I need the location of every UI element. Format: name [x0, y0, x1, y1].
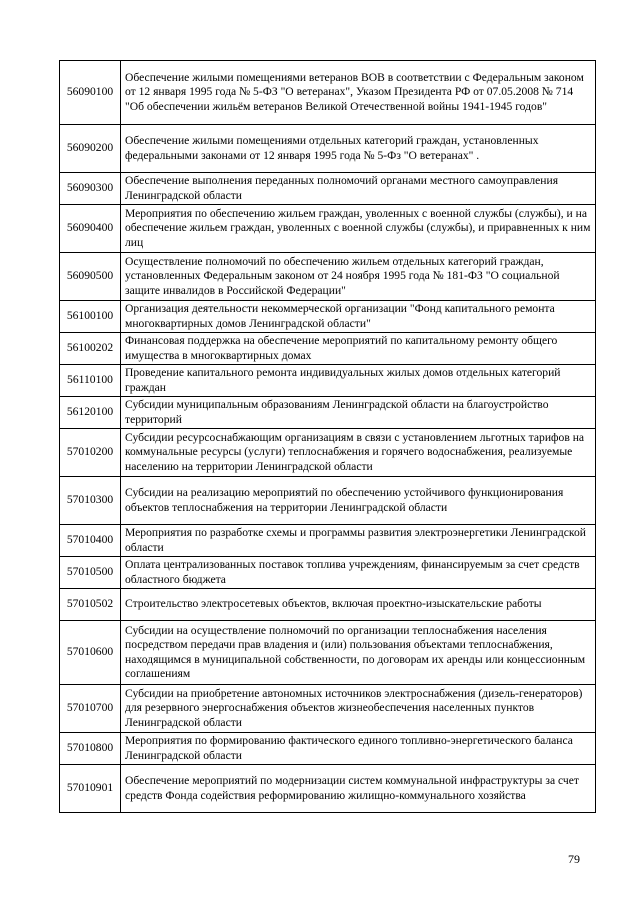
description-cell: Мероприятия по обеспечению жильем граждан, уволенных с военной службы (службы), и на обеспечение жильем граждан, уволенных с военной службы (службы), и приравненных к ним лиц	[121, 205, 596, 253]
budget-code-cell: 56090400	[60, 205, 121, 253]
table-row	[60, 525, 596, 557]
description-cell: Субсидии на осуществление полномочий по организации теплоснабжения населения посредством передачи прав владения и (или) пользования объектами теплоснабжения, находящимся в муниципальной собственности, по договорам их аренды или концессионным соглашениям	[121, 621, 596, 685]
description-cell: Обеспечение мероприятий по модернизации систем коммунальной инфраструктуры за счет средств Фонда содействия реформированию жилищно-коммунального хозяйства	[121, 765, 596, 813]
description-cell: Субсидии на приобретение автономных источников электроснабжения (дизель-генераторов) для резервного энергоснабжения объектов жизнеобеспечения населенных пунктов Ленинградской области	[121, 685, 596, 733]
description-cell: Обеспечение выполнения переданных полномочий органами местного самоуправления Ленинградской области	[121, 173, 596, 205]
description-cell: Оплата централизованных поставок топлива учреждениям, финансируемым за счет средств областного бюджета	[121, 557, 596, 589]
description-cell: Субсидии муниципальным образованиям Ленинградской области на благоустройство территорий	[121, 397, 596, 429]
budget-code-cell: 56090100	[60, 61, 121, 125]
budget-code-cell: 56090200	[60, 125, 121, 173]
table-row	[60, 333, 596, 365]
budget-code-cell: 56120100	[60, 397, 121, 429]
table-row	[60, 621, 596, 685]
description-cell: Субсидии ресурсоснабжающим организациям в связи с установлением льготных тарифов на коммунальные ресурсы (услуги) теплоснабжения и горячего водоснабжения, реализуемые населению на территории Ленинградской области	[121, 429, 596, 477]
table-row	[60, 125, 596, 173]
description-cell: Обеспечение жилыми помещениями отдельных категорий граждан, установленных федеральными законами от 12 января 1995 года № 5-Фз "О ветеранах" .	[121, 125, 596, 173]
table-row	[60, 733, 596, 765]
table-row	[60, 765, 596, 813]
budget-code-cell: 56100202	[60, 333, 121, 365]
table-row	[60, 253, 596, 301]
description-cell: Субсидии на реализацию мероприятий по обеспечению устойчивого функционирования объектов теплоснабжения на территории Ленинградской области	[121, 477, 596, 525]
budget-code-cell: 56090500	[60, 253, 121, 301]
budget-code-cell: 57010500	[60, 557, 121, 589]
table-row	[60, 365, 596, 397]
budget-code-cell: 57010700	[60, 685, 121, 733]
table-row	[60, 557, 596, 589]
page-number: 79	[568, 852, 580, 866]
budget-code-cell: 57010400	[60, 525, 121, 557]
budget-code-cell: 57010200	[60, 429, 121, 477]
table-row	[60, 685, 596, 733]
budget-code-cell: 57010300	[60, 477, 121, 525]
table-row	[60, 173, 596, 205]
description-cell: Проведение капитального ремонта индивидуальных жилых домов отдельных категорий граждан	[121, 365, 596, 397]
description-cell: Мероприятия по разработке схемы и программы развития электроэнергетики Ленинградской области	[121, 525, 596, 557]
budget-code-cell: 57010800	[60, 733, 121, 765]
table-row	[60, 589, 596, 621]
budget-code-cell: 56090300	[60, 173, 121, 205]
table-row	[60, 477, 596, 525]
budget-code-cell: 57010901	[60, 765, 121, 813]
table-row	[60, 301, 596, 333]
budget-code-cell: 57010502	[60, 589, 121, 621]
description-cell: Строительство электросетевых объектов, включая проектно-изыскательские работы	[121, 589, 596, 621]
budget-code-cell: 56100100	[60, 301, 121, 333]
description-cell: Обеспечение жилыми помещениями ветеранов ВОВ в соответствии с Федеральным законом от 12 января 1995 года № 5-ФЗ "О ветеранах", Указом Президента РФ от 07.05.2008 № 714 "Об обеспечении жильём ветеранов Великой Отечественной войны 1941-1945 годов"	[121, 61, 596, 125]
description-cell: Организация деятельности некоммерческой организации "Фонд капитального ремонта многоквартирных домов Ленинградской области"	[121, 301, 596, 333]
description-cell: Осуществление полномочий по обеспечению жильем отдельных категорий граждан, установленных Федеральным законом от 24 ноября 1995 года № 181-ФЗ "О социальной защите инвалидов в Российской Федерации"	[121, 253, 596, 301]
description-cell: Мероприятия по формированию фактического единого топливно-энергетического баланса Ленинградской области	[121, 733, 596, 765]
table-row	[60, 397, 596, 429]
description-cell: Финансовая поддержка на обеспечение мероприятий по капитальному ремонту общего имущества в многоквартирных домах	[121, 333, 596, 365]
budget-code-cell: 57010600	[60, 621, 121, 685]
budget-code-cell: 56110100	[60, 365, 121, 397]
table-row	[60, 61, 596, 125]
budget-codes-table	[59, 60, 596, 813]
table-row	[60, 429, 596, 477]
table-row	[60, 205, 596, 253]
